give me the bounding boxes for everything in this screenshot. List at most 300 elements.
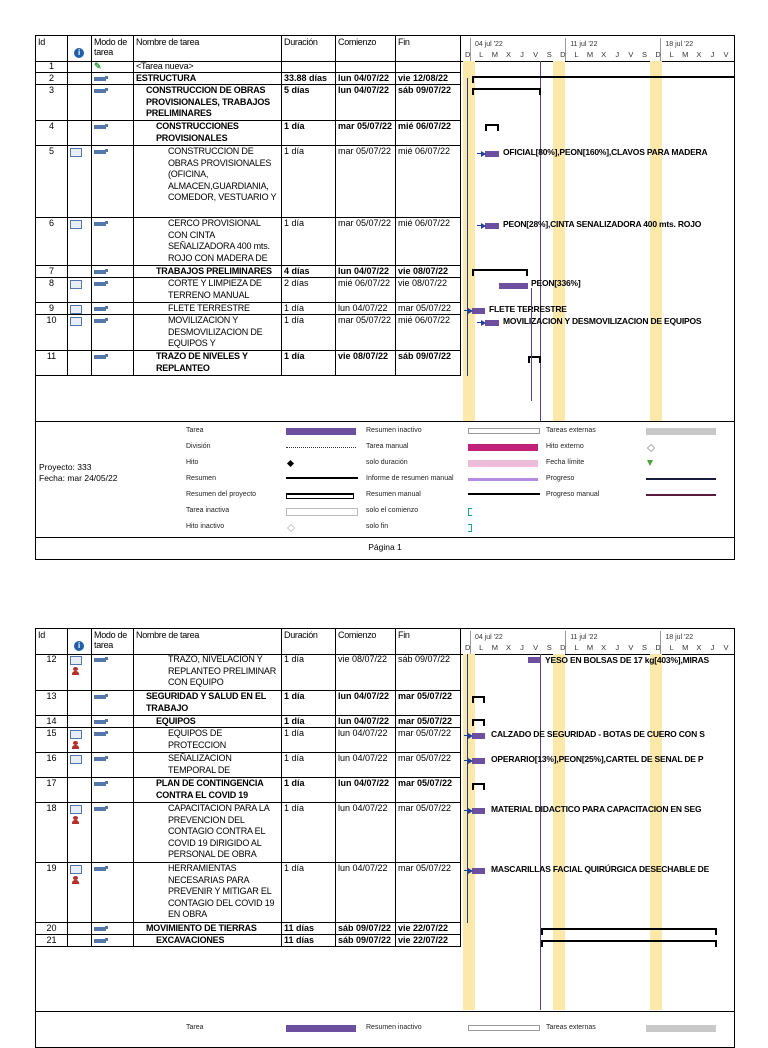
- header-start[interactable]: Comienzo: [336, 629, 396, 654]
- task-end[interactable]: mar 05/07/22: [396, 716, 461, 727]
- legend-label: Hito externo: [546, 443, 584, 450]
- task-end[interactable]: mié 06/07/22: [396, 146, 461, 217]
- row-id: 5: [36, 146, 68, 217]
- task-start[interactable]: lun 04/07/22: [336, 691, 396, 715]
- header-mode[interactable]: Modo de tarea: [92, 36, 134, 61]
- header-duration[interactable]: Duración: [282, 36, 336, 61]
- row-mode: [92, 146, 134, 217]
- summary-bar-cap: [485, 124, 487, 131]
- task-bar[interactable]: [472, 733, 485, 739]
- table-header: [36, 629, 734, 655]
- day-label: J: [710, 643, 715, 652]
- row-mode: [92, 778, 134, 802]
- task-end[interactable]: vie 08/07/22: [396, 266, 461, 277]
- row-mode: [92, 863, 134, 922]
- task-bar[interactable]: [472, 308, 485, 314]
- summary-bar-cap: [472, 719, 474, 726]
- task-duration[interactable]: 1 día: [282, 303, 336, 314]
- summary-bar-cap: [472, 88, 474, 95]
- row-id: 15: [36, 728, 68, 752]
- task-name[interactable]: CONSTRUCCION DE OBRAS PROVISIONALES (OFICINA, ALMACEN,GUARDIANIA, COMEDOR, VESTUARIO Y: [134, 146, 282, 217]
- table-row[interactable]: [36, 266, 461, 278]
- task-start[interactable]: mar 05/07/22: [336, 218, 396, 265]
- status-line: [540, 61, 541, 421]
- task-duration[interactable]: 11 días: [282, 935, 336, 946]
- day-label: L: [574, 50, 579, 59]
- legend-swatch: [646, 1025, 716, 1032]
- table-row[interactable]: [36, 278, 461, 303]
- bar-label: FLETE TERRESTRE: [489, 304, 567, 314]
- table-row[interactable]: [36, 73, 461, 85]
- task-name[interactable]: CERCO PROVISIONAL CON CINTA SEÑALIZADORA 400 mts. ROJO CON MADERA DE: [134, 218, 282, 265]
- summary-bar-cap: [541, 928, 543, 935]
- row-id: 21: [36, 935, 68, 946]
- summary-bar-cap: [539, 356, 541, 363]
- summary-bar-cap: [472, 269, 474, 276]
- header-end[interactable]: Fin: [396, 36, 461, 61]
- task-start[interactable]: lun 04/07/22: [336, 716, 396, 727]
- task-name[interactable]: SEÑALIZACION TEMPORAL DE: [134, 753, 282, 777]
- legend-label: Informe de resumen manual: [366, 475, 454, 482]
- task-bar[interactable]: [472, 868, 485, 874]
- task-name[interactable]: EXCAVACIONES: [134, 935, 282, 946]
- project-info: [39, 462, 117, 484]
- row-mode: [92, 61, 134, 72]
- task-start[interactable]: lun 04/07/22: [336, 778, 396, 802]
- dependency-link: [467, 78, 468, 376]
- row-mode: [92, 278, 134, 302]
- row-indicators: [68, 278, 92, 302]
- task-start[interactable]: mar 05/07/22: [336, 146, 396, 217]
- task-end[interactable]: mié 06/07/22: [396, 218, 461, 265]
- task-end[interactable]: mié 06/07/22: [396, 121, 461, 145]
- row-id: 13: [36, 691, 68, 715]
- table-row[interactable]: [36, 803, 461, 863]
- task-end[interactable]: mar 05/07/22: [396, 303, 461, 314]
- row-id: 6: [36, 218, 68, 265]
- day-label: V: [723, 643, 729, 652]
- legend-label: solo duración: [366, 459, 408, 466]
- auto-schedule-icon: [94, 125, 106, 129]
- task-start[interactable]: lun 04/07/22: [336, 85, 396, 120]
- calendar-icon: [70, 220, 82, 229]
- table-row[interactable]: [36, 863, 461, 923]
- legend-label: Progreso manual: [546, 491, 600, 498]
- day-label: J: [520, 50, 524, 59]
- row-indicators: [68, 728, 92, 752]
- bar-label: MASCARILLAS FACIAL QUIRÚRGICA DESECHABLE DE: [491, 864, 710, 874]
- auto-schedule-icon: [94, 355, 106, 359]
- dependency-arrow: [468, 758, 473, 764]
- table-row[interactable]: [36, 935, 461, 947]
- info-icon: i: [74, 641, 84, 651]
- bar-label: OFICIAL[80%],PEON[160%],CLAVOS PARA MADERA: [503, 147, 708, 157]
- gantt-page-2: [35, 628, 735, 1048]
- task-name[interactable]: CONSTRUCCIONES PROVISIONALES: [134, 121, 282, 145]
- weekend-band: [463, 61, 475, 421]
- header-indicators[interactable]: [68, 36, 92, 61]
- task-start[interactable]: lun 04/07/22: [336, 303, 396, 314]
- row-id: 17: [36, 778, 68, 802]
- auto-schedule-icon: [94, 658, 106, 662]
- task-bar[interactable]: [485, 223, 499, 229]
- legend-label: solo el comienzo: [366, 507, 419, 514]
- task-duration[interactable]: 11 días: [282, 923, 336, 934]
- table-row[interactable]: [36, 728, 461, 753]
- legend: [36, 421, 734, 538]
- task-name[interactable]: HERRAMIENTAS NECESARIAS PARA PREVENIR Y MITIGAR EL CONTAGIO DEL COVID 19 EN OBRA: [134, 863, 282, 922]
- header-id[interactable]: Id: [36, 629, 68, 654]
- table-row[interactable]: [36, 351, 461, 376]
- row-indicators: [68, 923, 92, 934]
- row-indicators: [68, 654, 92, 690]
- table-row[interactable]: [36, 753, 461, 778]
- row-indicators: [68, 691, 92, 715]
- day-label: M: [682, 50, 689, 59]
- task-start[interactable]: sáb 09/07/22: [336, 935, 396, 946]
- task-end[interactable]: mar 05/07/22: [396, 728, 461, 752]
- header-indicators[interactable]: [68, 629, 92, 654]
- day-label: L: [574, 643, 579, 652]
- task-end[interactable]: mar 05/07/22: [396, 691, 461, 715]
- summary-bar-cap: [472, 696, 474, 703]
- task-start[interactable]: sáb 09/07/22: [336, 923, 396, 934]
- legend-swatch: [286, 477, 358, 479]
- row-indicators: [68, 351, 92, 375]
- gantt-chart: [461, 61, 734, 421]
- dependency-arrow: [481, 223, 486, 229]
- task-duration[interactable]: 2 días: [282, 278, 336, 302]
- day-label: M: [586, 50, 594, 59]
- task-bar[interactable]: [485, 320, 499, 326]
- bar-label: PEON[28%],CINTA SENALIZADORA 400 mts. ROJO: [503, 219, 702, 229]
- task-end[interactable]: mar 05/07/22: [396, 863, 461, 922]
- row-mode: [92, 73, 134, 84]
- task-duration[interactable]: 1 día: [282, 863, 336, 922]
- summary-bar[interactable]: [541, 928, 717, 930]
- task-name[interactable]: <Tarea nueva>: [134, 61, 282, 72]
- summary-bar[interactable]: [472, 88, 541, 90]
- task-end[interactable]: [396, 61, 461, 72]
- day-label: L: [479, 643, 484, 652]
- legend-label: Tarea: [186, 1024, 204, 1031]
- bar-label: MATERIAL DIDACTICO PARA CAPACITACION EN SEG: [491, 804, 702, 814]
- task-end[interactable]: mar 05/07/22: [396, 803, 461, 862]
- task-name[interactable]: TRABAJOS PRELIMINARES: [134, 266, 282, 277]
- legend-swatch: [286, 428, 356, 435]
- task-name[interactable]: MOVIMIENTO DE TIERRAS: [134, 923, 282, 934]
- day-label: D: [655, 50, 661, 59]
- task-name[interactable]: PLAN DE CONTINGENCIA CONTRA EL COVID 19: [134, 778, 282, 802]
- page-footer: Página 1: [368, 542, 402, 552]
- task-name[interactable]: ESTRUCTURA: [134, 73, 282, 84]
- day-label: X: [601, 643, 607, 652]
- row-indicators: [68, 85, 92, 120]
- bar-label: PEON[336%]: [531, 278, 581, 288]
- row-mode: [92, 218, 134, 265]
- table-row[interactable]: [36, 923, 461, 935]
- task-end[interactable]: vie 08/07/22: [396, 278, 461, 302]
- project-date: Fecha: mar 24/05/22: [39, 473, 118, 483]
- task-duration[interactable]: 1 día: [282, 146, 336, 217]
- auto-schedule-icon: [94, 307, 106, 311]
- legend-label: Hito inactivo: [186, 523, 225, 530]
- table-row[interactable]: [36, 303, 461, 315]
- week-label: 11 jul '22: [570, 41, 598, 48]
- task-duration[interactable]: 4 días: [282, 266, 336, 277]
- day-label: M: [491, 643, 498, 652]
- row-id: 4: [36, 121, 68, 145]
- task-start[interactable]: vie 08/07/22: [336, 654, 396, 690]
- task-duration[interactable]: 1 día: [282, 315, 336, 350]
- day-label: V: [628, 643, 634, 652]
- day-label: X: [505, 643, 511, 652]
- dependency-arrow: [468, 733, 473, 739]
- resource-user-icon: [72, 876, 79, 884]
- task-end[interactable]: vie 22/07/22: [396, 923, 461, 934]
- header-start[interactable]: Comienzo: [336, 36, 396, 61]
- task-name[interactable]: TRAZO, NIVELACION Y REPLANTEO PRELIMINAR CON EQUIPO: [134, 654, 282, 690]
- day-label: S: [546, 643, 552, 652]
- task-duration[interactable]: 1 día: [282, 351, 336, 375]
- table-row[interactable]: [36, 61, 461, 73]
- day-label: V: [533, 50, 539, 59]
- task-start[interactable]: [336, 61, 396, 72]
- task-start[interactable]: mié 06/07/22: [336, 278, 396, 302]
- legend-swatch: [646, 428, 716, 435]
- task-duration[interactable]: 1 día: [282, 218, 336, 265]
- day-label: M: [586, 643, 594, 652]
- row-indicators: [68, 303, 92, 314]
- dependency-arrow: [468, 808, 473, 814]
- header-end[interactable]: Fin: [396, 629, 461, 654]
- task-bar[interactable]: [472, 808, 485, 814]
- auto-schedule-icon: [94, 807, 106, 811]
- legend-swatch: [286, 493, 354, 499]
- legend-swatch: [647, 460, 653, 466]
- legend-swatch: [468, 444, 538, 451]
- gantt-chart: [461, 654, 734, 1010]
- task-end[interactable]: mar 05/07/22: [396, 753, 461, 777]
- task-duration[interactable]: 1 día: [282, 803, 336, 862]
- task-start[interactable]: mar 05/07/22: [336, 315, 396, 350]
- table-row[interactable]: [36, 716, 461, 728]
- task-duration[interactable]: 1 día: [282, 121, 336, 145]
- summary-bar-cap: [528, 356, 530, 363]
- table-row[interactable]: [36, 691, 461, 716]
- legend-swatch: [287, 524, 295, 532]
- calendar-icon: [70, 865, 82, 874]
- auto-schedule-icon: [94, 89, 106, 93]
- auto-schedule-icon: [94, 282, 106, 286]
- summary-bar-cap: [497, 124, 499, 131]
- row-id: 2: [36, 73, 68, 84]
- day-label: D: [464, 50, 471, 59]
- auto-schedule-icon: [94, 77, 106, 81]
- task-name[interactable]: SEGURIDAD Y SALUD EN EL TRABAJO: [134, 691, 282, 715]
- day-label: L: [479, 50, 484, 59]
- summary-bar[interactable]: [541, 940, 717, 942]
- task-end[interactable]: vie 12/08/22: [396, 73, 461, 84]
- row-mode: [92, 266, 134, 277]
- bar-label: CALZADO DE SEGURIDAD - BOTAS DE CUERO CON S: [491, 729, 705, 739]
- row-indicators: [68, 218, 92, 265]
- table-row[interactable]: [36, 654, 461, 691]
- task-duration[interactable]: 1 día: [282, 716, 336, 727]
- legend-swatch: [468, 428, 540, 434]
- task-bar[interactable]: [528, 657, 541, 663]
- day-label: V: [723, 50, 729, 59]
- day-label: M: [682, 643, 689, 652]
- row-id: 8: [36, 278, 68, 302]
- project-name: Proyecto: 333: [39, 462, 92, 472]
- table-header: [36, 36, 734, 62]
- day-label: S: [546, 50, 552, 59]
- summary-bar-cap: [539, 88, 541, 95]
- summary-bar-cap: [483, 696, 485, 703]
- task-bar[interactable]: [472, 758, 485, 764]
- task-start[interactable]: lun 04/07/22: [336, 266, 396, 277]
- task-start[interactable]: lun 04/07/22: [336, 863, 396, 922]
- task-name[interactable]: FLETE TERRESTRE: [134, 303, 282, 314]
- resource-user-icon: [72, 741, 79, 749]
- legend-label: Resumen inactivo: [366, 427, 422, 434]
- dependency-arrow: [468, 308, 473, 314]
- calendar-icon: [70, 148, 82, 157]
- day-label: L: [669, 50, 674, 59]
- summary-bar[interactable]: [472, 269, 528, 271]
- header-duration[interactable]: Duración: [282, 629, 336, 654]
- task-duration[interactable]: 1 día: [282, 778, 336, 802]
- bar-label: YESO EN BOLSAS DE 17 kg[403%],MIRAS: [545, 655, 709, 665]
- week-label: 11 jul '22: [570, 634, 598, 641]
- table-row[interactable]: [36, 778, 461, 803]
- legend-label: Tarea: [186, 427, 204, 434]
- auto-schedule-icon: [94, 222, 106, 226]
- day-label: J: [615, 643, 620, 652]
- info-icon: i: [74, 48, 84, 58]
- task-start[interactable]: lun 04/07/22: [336, 753, 396, 777]
- task-name[interactable]: EQUIPOS DE PROTECCION: [134, 728, 282, 752]
- summary-bar-cap: [483, 783, 485, 790]
- task-name[interactable]: TRAZO DE NIVELES Y REPLANTEO: [134, 351, 282, 375]
- dependency-arrow: [468, 868, 473, 874]
- row-id: 10: [36, 315, 68, 350]
- legend-label: solo fin: [366, 523, 389, 530]
- week-label: 04 jul '22: [475, 41, 503, 48]
- task-name[interactable]: CAPACITACION PARA LA PREVENCION DEL CONTAGIO CONTRA EL COVID 19 DIRIGIDO AL PERSONAL DE OBRA: [134, 803, 282, 862]
- row-mode: [92, 716, 134, 727]
- legend-swatch: [646, 478, 716, 480]
- legend-swatch: [646, 494, 716, 496]
- summary-bar-cap: [472, 783, 474, 790]
- summary-bar[interactable]: [472, 76, 735, 78]
- task-duration[interactable]: 1 día: [282, 728, 336, 752]
- row-mode: [92, 935, 134, 946]
- task-end[interactable]: sáb 09/07/22: [396, 351, 461, 375]
- legend-swatch: [468, 1025, 540, 1031]
- task-duration[interactable]: [282, 61, 336, 72]
- day-label: X: [601, 50, 607, 59]
- row-mode: [92, 728, 134, 752]
- legend-swatch: [468, 493, 540, 495]
- header-name[interactable]: Nombre de tarea: [134, 36, 282, 61]
- task-end[interactable]: mié 06/07/22: [396, 315, 461, 350]
- task-start[interactable]: vie 08/07/22: [336, 351, 396, 375]
- table-row[interactable]: [36, 218, 461, 266]
- auto-schedule-icon: [94, 150, 106, 154]
- day-label: D: [655, 643, 661, 652]
- day-label: J: [710, 50, 715, 59]
- task-duration[interactable]: 1 día: [282, 654, 336, 690]
- day-label: V: [533, 643, 539, 652]
- auto-schedule-icon: [94, 720, 106, 724]
- task-bar[interactable]: [485, 151, 499, 157]
- task-duration[interactable]: 1 día: [282, 753, 336, 777]
- task-start[interactable]: lun 04/07/22: [336, 728, 396, 752]
- auto-schedule-icon: [94, 695, 106, 699]
- row-indicators: [68, 803, 92, 862]
- legend-swatch: [287, 460, 294, 467]
- task-name[interactable]: MOVILIZACION Y DESMOVILIZACION DE EQUIPOS Y: [134, 315, 282, 350]
- legend-label: Resumen del proyecto: [186, 491, 257, 498]
- row-mode: [92, 315, 134, 350]
- row-indicators: [68, 716, 92, 727]
- legend-swatch: [286, 508, 358, 516]
- table-row[interactable]: [36, 85, 461, 121]
- task-name[interactable]: EQUIPOS: [134, 716, 282, 727]
- task-start[interactable]: lun 04/07/22: [336, 803, 396, 862]
- bar-label: OPERARIO[13%],PEON[25%],CARTEL DE SENAL DE P: [491, 754, 704, 764]
- row-indicators: [68, 935, 92, 946]
- legend-label: Tarea inactiva: [186, 507, 230, 514]
- row-indicators: [68, 266, 92, 277]
- row-id: 16: [36, 753, 68, 777]
- task-end[interactable]: sáb 09/07/22: [396, 85, 461, 120]
- task-duration[interactable]: 1 día: [282, 691, 336, 715]
- task-name[interactable]: CORTE Y LIMPIEZA DE TERRENO MANUAL: [134, 278, 282, 302]
- table-row[interactable]: [36, 146, 461, 218]
- task-bar[interactable]: [499, 283, 528, 289]
- auto-schedule-icon: [94, 927, 106, 931]
- resource-user-icon: [72, 816, 79, 824]
- task-end[interactable]: sáb 09/07/22: [396, 654, 461, 690]
- task-end[interactable]: vie 22/07/22: [396, 935, 461, 946]
- row-mode: [92, 121, 134, 145]
- auto-schedule-icon: [94, 270, 106, 274]
- header-id[interactable]: Id: [36, 36, 68, 61]
- header-mode[interactable]: Modo de tarea: [92, 629, 134, 654]
- task-start[interactable]: mar 05/07/22: [336, 121, 396, 145]
- task-name[interactable]: CONSTRUCCION DE OBRAS PROVISIONALES, TRABAJOS PRELIMINARES: [134, 85, 282, 120]
- task-start[interactable]: lun 04/07/22: [336, 73, 396, 84]
- task-duration[interactable]: 33.88 días: [282, 73, 336, 84]
- task-duration[interactable]: 5 días: [282, 85, 336, 120]
- legend-label: Resumen: [186, 475, 216, 482]
- row-mode: [92, 803, 134, 862]
- row-id: 11: [36, 351, 68, 375]
- auto-schedule-icon: [94, 867, 106, 871]
- task-end[interactable]: mar 05/07/22: [396, 778, 461, 802]
- header-name[interactable]: Nombre de tarea: [134, 629, 282, 654]
- row-indicators: [68, 146, 92, 217]
- table-row[interactable]: [36, 121, 461, 146]
- summary-bar-cap: [715, 928, 717, 935]
- row-indicators: [68, 315, 92, 350]
- row-mode: [92, 654, 134, 690]
- row-id: 3: [36, 85, 68, 120]
- table-row[interactable]: [36, 315, 461, 351]
